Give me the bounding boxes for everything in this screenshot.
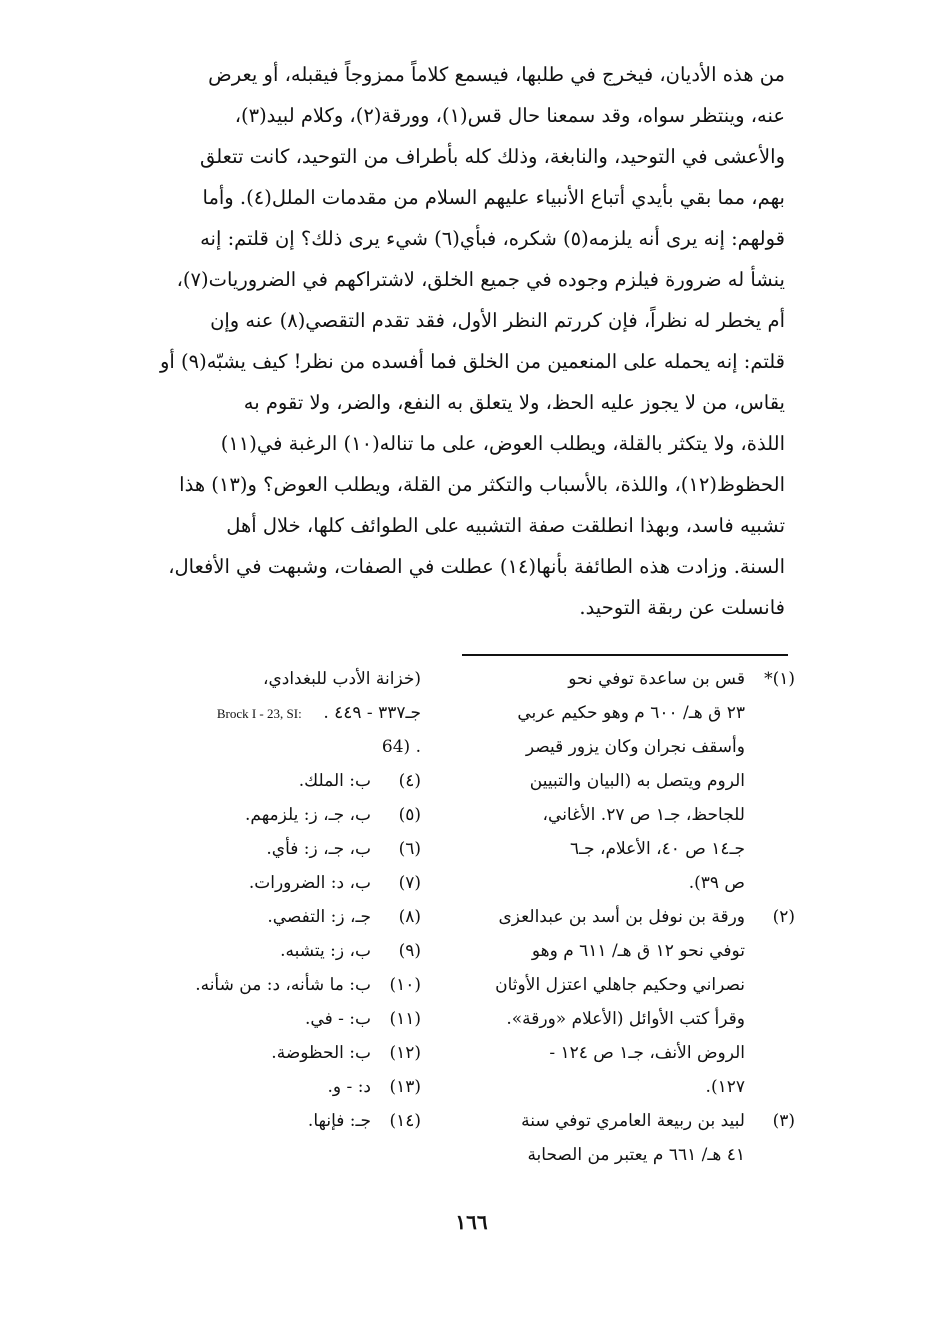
footnote-5 — [91, 798, 421, 832]
footnote-12 — [91, 1036, 421, 1070]
body-line: اللذة، ولا يتكثر بالقلة، ويطلب العوض، على ما تناله(١٠) الرغبة في(١١) — [220, 432, 785, 455]
footnote-number: (٧) — [398, 873, 421, 893]
footnote-13 — [91, 1070, 421, 1104]
footnote-line: الروم ويتصل به (البيان والتبيين — [529, 771, 745, 791]
footnote-line: توفي نحو ١٢ ق هـ/ ٦١١ م وهو — [531, 941, 745, 961]
footnote-latin-ref: Brock I - 23, SI: — [216, 706, 302, 721]
body-line: قلتم: إنه يحمله على المنعمين من الخلق فما أفسده من نظر! كيف يشبّه(٩) أو — [160, 350, 785, 373]
footnote-line: نصراني وحكيم جاهلي اعتزل الأوثان — [495, 975, 745, 995]
footnote-line: ب، ز: يتشبه. — [280, 941, 371, 961]
footnote-9 — [91, 934, 421, 968]
footnote-line: ص ٣٩). — [688, 873, 745, 893]
body-line: والأعشى في التوحيد، والنابغة، وذلك كله بأطراف من التوحيد، كانت تتعلق — [199, 145, 785, 168]
footnote-1 — [460, 662, 795, 900]
footnote-3-continuation — [91, 662, 421, 764]
footnote-line: ب، جـ، ز: فأي. — [266, 839, 371, 859]
footnote-line: وأسقف نجران وكان يزور قيصر — [525, 737, 745, 757]
footnote-number: (٩) — [398, 941, 421, 961]
footnote-line: ب، د: الضرورات. — [248, 873, 371, 893]
body-line: بهم، مما بقي بأيدي أتباع الأنبياء عليهم السلام من مقدمات الملل(٤). وأما — [202, 186, 785, 209]
footnote-line: ب: - في. — [305, 1009, 371, 1029]
body-line: ينشأ له ضرورة فيلزم وجوده في جميع الخلق، لاشتراكهم في الضروريات(٧)، — [176, 268, 785, 291]
footnote-line: الروض الأنف، جـ١ ص ١٢٤ - — [549, 1043, 745, 1063]
footnote-line: للجاحظ، جـ١ ص ٢٧. الأغاني، — [542, 805, 745, 825]
footnote-number: (٢) — [772, 907, 795, 927]
footnote-number: (١١) — [389, 1009, 421, 1029]
footnote-text: جـ٣٣٧ - ٤٤٩ . — [323, 703, 421, 723]
footnote-line: ورقة بن نوفل بن أسد بن عبدالعزى — [498, 907, 745, 927]
footnote-4 — [91, 764, 421, 798]
body-line: يقاس، من لا يجوز عليه الحظ، ولا يتعلق به النفع، والضر، ولا تقوم به — [243, 391, 785, 414]
body-line: تشبيه فاسد، وبهذا انطلقت صفة التشبيه على الطوائف كلها، خلال أهل — [226, 514, 785, 537]
body-line: الحظوظ(١٢)، واللذة، بالأسباب والتكثر من القلة، ويطلب العوض؟ و(١٣) هذا — [179, 473, 785, 496]
page-number: ١٦٦ — [455, 1210, 488, 1234]
footnotes-left-column — [91, 662, 421, 1138]
body-line: من هذه الأديان، فيخرج في طلبها، فيسمع كلاماً ممزوجاً فيقبله، أو يعرض — [208, 63, 785, 86]
footnote-number: (٣) — [772, 1111, 795, 1131]
body-line: فانسلت عن ربقة التوحيد. — [579, 596, 785, 619]
footnote-number: (٥) — [398, 805, 421, 825]
footnote-6 — [91, 832, 421, 866]
body-line: عنه، وينتظر سواه، وقد سمعنا حال قس(١)، وورقة(٢)، وكلام لبيد(٣)، — [234, 104, 785, 127]
footnote-number: (١٢) — [389, 1043, 421, 1063]
footnote-separator — [462, 654, 788, 656]
footnote-number: (١٠) — [389, 975, 421, 995]
footnote-line: د: - و. — [327, 1077, 371, 1097]
body-line: السنة. وزادت هذه الطائفة بأنها(١٤) عطلت في الصفات، وشبهت في الأفعال، — [168, 555, 785, 578]
footnote-line: (خزانة الأدب للبغدادي، — [262, 669, 421, 689]
body-line: قولهم: إنه يرى أنه يلزمه(٥) شكره، فبأي(٦) شيء يرى ذلك؟ إن قلتم: إنه — [200, 227, 785, 250]
footnote-2 — [460, 900, 795, 1104]
footnote-line: ب: ما شأنه، د: من شأنه. — [195, 975, 371, 995]
footnote-number: (٤) — [398, 771, 421, 791]
footnote-line: ب، جـ، ز: يلزمهم. — [244, 805, 371, 825]
footnote-line: لبيد بن ربيعة العامري توفي سنة — [521, 1111, 745, 1131]
footnote-line: وقرأ كتب الأوائل (الأعلام «ورقة». — [506, 1009, 745, 1029]
footnote-number: (٨) — [398, 907, 421, 927]
footnote-3 — [460, 1104, 795, 1172]
footnote-7 — [91, 866, 421, 900]
footnote-11 — [91, 1002, 421, 1036]
footnote-line: ٤١ هـ/ ٦٦١ م يعتبر من الصحابة — [527, 1145, 745, 1165]
footnote-line: ١٢٧). — [705, 1077, 745, 1097]
main-text-block — [85, 54, 785, 628]
footnote-line: قس بن ساعدة توفي نحو — [568, 669, 745, 689]
footnote-10 — [91, 968, 421, 1002]
footnote-line: ب: الحظوضة. — [271, 1043, 371, 1063]
footnote-line: ب: الملك. — [298, 771, 371, 791]
footnote-number: (١٣) — [389, 1077, 421, 1097]
footnote-number: (١٤) — [389, 1111, 421, 1131]
footnote-number: (١)* — [764, 669, 795, 689]
footnote-line: جـ١٤ ص ٤٠، الأعلام، جـ٦ — [569, 839, 745, 859]
footnote-line: جـ، ز: التفصي. — [267, 907, 371, 927]
footnote-line: . (64 — [381, 737, 421, 757]
footnotes-right-column — [460, 662, 795, 1172]
body-line: أم يخطر له نظراً، فإن كررتم النظر الأول، فقد تقدم التقصي(٨) عنه وإن — [210, 309, 785, 332]
footnote-line: جـ: فإنها. — [307, 1111, 371, 1131]
footnote-8 — [91, 900, 421, 934]
footnote-line — [91, 696, 421, 730]
footnote-14 — [91, 1104, 421, 1138]
footnote-number: (٦) — [398, 839, 421, 859]
footnote-line: ٢٣ ق هـ/ ٦٠٠ م وهو حكيم عربي — [517, 703, 745, 723]
